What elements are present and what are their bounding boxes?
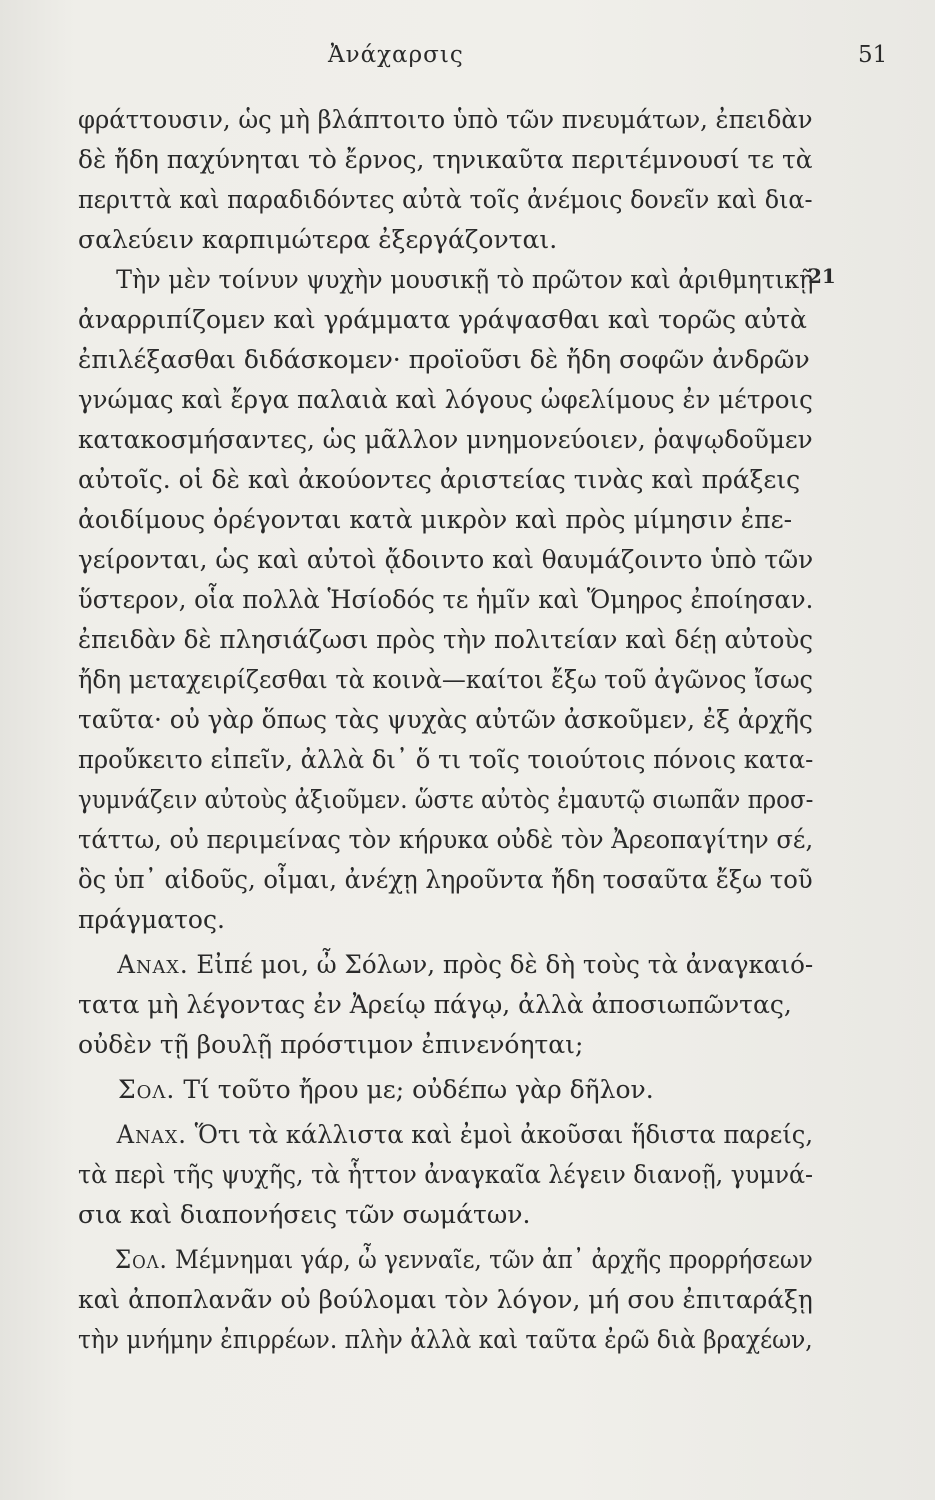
text-line: ταῦτα· οὐ γὰρ ὅπως τὰς ψυχὰς αὐτῶν ἀσκοῦμεν, ἐξ ἀρχῆς	[78, 705, 813, 734]
speaker-label: Σολ.	[114, 1245, 168, 1274]
speaker-label: Αναχ.	[116, 1120, 187, 1149]
text-line: τατα μὴ λέγοντας ἐν Ἀρείῳ πάγῳ, ἀλλὰ ἀποσιωπῶντας,	[78, 990, 792, 1019]
text-line: πράγματος.	[78, 905, 225, 934]
text-line: σαλεύειν καρπιμώτερα ἐξεργάζονται.	[78, 225, 558, 254]
speech-text: Εἰπέ μοι, ὦ Σόλων, πρὸς δὲ δὴ τοὺς τὰ ἀναγκαιό-	[196, 950, 814, 979]
dialogue-line	[78, 1075, 654, 1105]
text-line: γνώμας καὶ ἔργα παλαιὰ καὶ λόγους ὠφελίμους ἐν μέτροις	[78, 385, 813, 414]
running-title: Ἀνάχαρσις	[328, 42, 464, 68]
speaker-label: Αναχ.	[117, 950, 189, 979]
text-line: δὲ ἤδη παχύνηται τὸ ἔρνος, τηνικαῦτα περιτέμνουσί τε τὰ	[78, 145, 813, 174]
text-line: σια καὶ διαπονήσεις τῶν σωμάτων.	[78, 1200, 531, 1229]
text-line: τάττω, οὐ περιμείνας τὸν κήρυκα οὐδὲ τὸν Ἀρεοπαγίτην σέ,	[78, 825, 814, 854]
text-line: προὔκειτο εἰπεῖν, ἀλλὰ δι᾽ ὅ τι τοῖς τοιούτοις πόνοις κατα-	[78, 745, 814, 774]
text-line: τὴν μνήμην ἐπιρρέων. πλὴν ἀλλὰ καὶ ταῦτα ἐρῶ διὰ βραχέων,	[78, 1325, 813, 1354]
speech-text: Μέμνημαι γάρ, ὦ γενναῖε, τῶν ἀπ᾽ ἀρχῆς προρρήσεων	[175, 1245, 813, 1274]
dialogue-line	[78, 1120, 813, 1150]
page-number: 51	[858, 42, 888, 68]
text-line: ὃς ὑπ᾽ αἰδοῦς, οἶμαι, ἀνέχῃ ληροῦντα ἤδη τοσαῦτα ἔξω τοῦ	[78, 865, 813, 894]
text-line: γυμνάζειν αὐτοὺς ἀξιοῦμεν. ὥστε αὐτὸς ἐμαυτῷ σιωπᾶν προσ-	[78, 785, 814, 814]
speech-text: Ὅτι τὰ κάλλιστα καὶ ἐμοὶ ἀκοῦσαι ἥδιστα παρείς,	[194, 1120, 814, 1149]
text-line: ἀναρριπίζομεν καὶ γράμματα γράψασθαι καὶ τορῶς αὐτὰ	[78, 305, 807, 334]
text-line: ἐπιλέξασθαι διδάσκομεν· προϊοῦσι δὲ ἤδη σοφῶν ἀνδρῶν	[78, 345, 810, 374]
text-line: καὶ ἀποπλανᾶν οὐ βούλομαι τὸν λόγον, μή σου ἐπιταράξῃ	[78, 1285, 813, 1314]
text-line: φράττουσιν, ὡς μὴ βλάπτοιτο ὑπὸ τῶν πνευμάτων, ἐπειδὰν	[78, 105, 813, 134]
text-line: κατακοσμήσαντες, ὡς μᾶλλον μνημονεύοιεν, ῥαψῳδοῦμεν	[78, 425, 813, 454]
text-line: τὰ περὶ τῆς ψυχῆς, τὰ ἧττον ἀναγκαῖα λέγειν διανοῇ, γυμνά-	[78, 1160, 814, 1189]
text-line: ἤδη μεταχειρίζεσθαι τὰ κοινὰ—καίτοι ἔξω τοῦ ἀγῶνος ἴσως	[78, 665, 813, 694]
text-line: ἐπειδὰν δὲ πλησιάζωσι πρὸς τὴν πολιτείαν καὶ δέῃ αὐτοὺς	[78, 625, 814, 654]
text-line: περιττὰ καὶ παραδιδόντες αὐτὰ τοῖς ἀνέμοις δονεῖν καὶ δια-	[78, 185, 813, 214]
running-head	[0, 42, 935, 82]
dialogue-line	[78, 1245, 813, 1275]
text-line: Τὴν μὲν τοίνυν ψυχὴν μουσικῇ τὸ πρῶτον καὶ ἀριθμητικῇ	[116, 265, 814, 294]
section-margin-number: 21	[808, 264, 836, 288]
text-line: οὐδὲν τῇ βουλῇ πρόστιμον ἐπινενόηται;	[78, 1030, 584, 1059]
text-line: γείρονται, ὡς καὶ αὐτοὶ ᾄδοιντο καὶ θαυμάζοιντο ὑπὸ τῶν	[78, 545, 814, 574]
text-line: ἀοιδίμους ὀρέγονται κατὰ μικρὸν καὶ πρὸς μίμησιν ἐπε-	[78, 505, 793, 534]
dialogue-line	[78, 950, 813, 980]
speaker-label: Σολ.	[118, 1075, 176, 1104]
text-line: αὐτοῖς. οἱ δὲ καὶ ἀκούοντες ἀριστείας τινὰς καὶ πράξεις	[78, 465, 801, 494]
speech-text: Τί τοῦτο ἤρου με; οὐδέπω γὰρ δῆλον.	[183, 1075, 654, 1104]
text-line: ὕστερον, οἷα πολλὰ Ἡσίοδός τε ἡμῖν καὶ Ὅμηρος ἐποίησαν.	[78, 585, 814, 614]
